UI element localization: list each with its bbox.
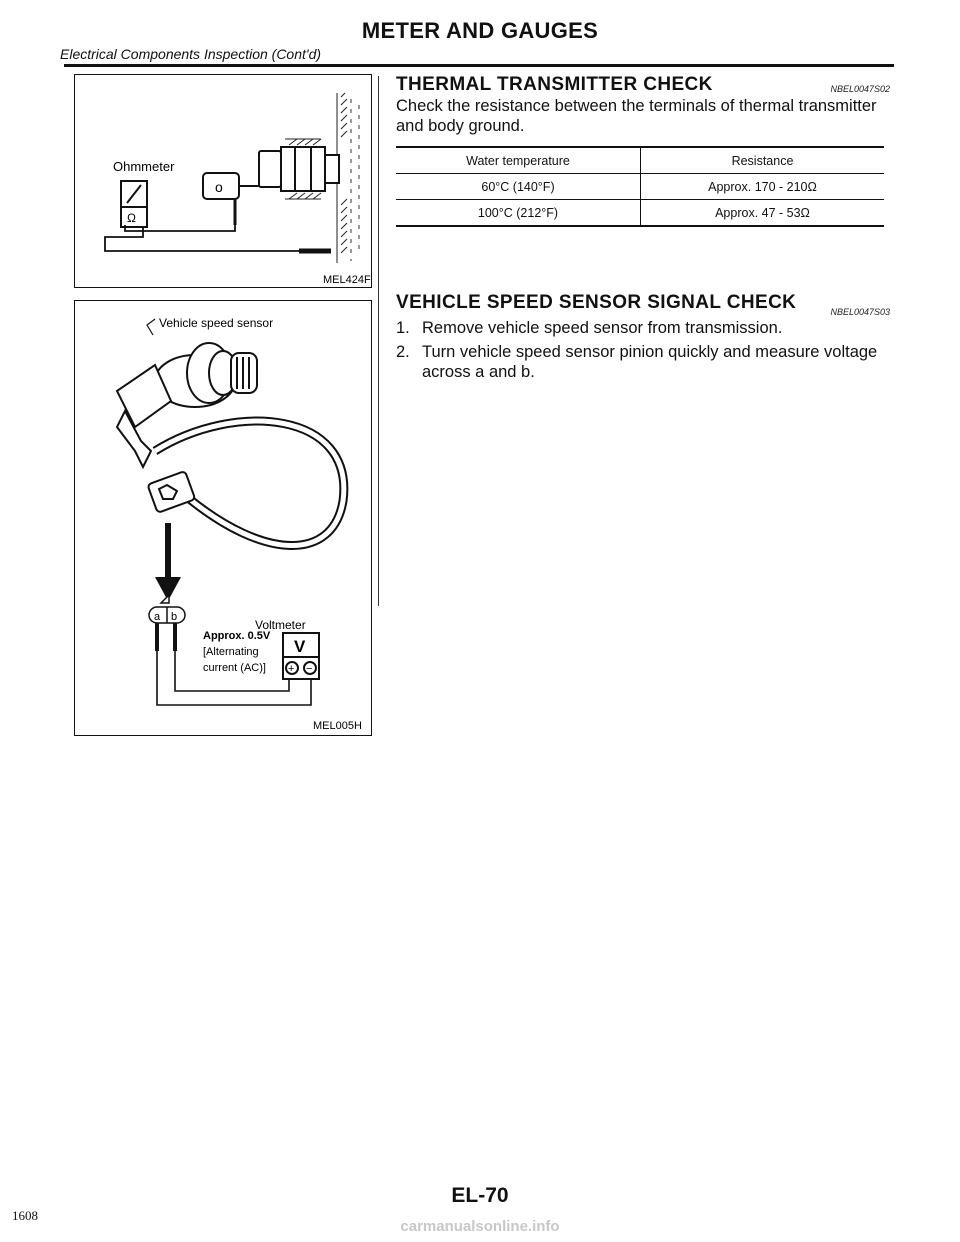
reading-line-1: Approx. 0.5V [203,630,271,642]
thermal-desc-line-2: and body ground. [396,117,525,135]
table-header-row [396,147,884,174]
resistance-table [396,146,884,227]
header-rule [64,64,894,67]
thermal-desc-line-1: Check the resistance between the terminals of thermal transmitter [396,97,877,115]
column-divider [378,76,379,606]
harness-connector [147,471,195,513]
reading-line-2: [Alternating [203,646,259,658]
page-title: METER AND GAUGES [361,18,599,43]
ohmmeter-leads [105,225,315,251]
col-water-temperature: Water temperature [396,147,641,174]
row2-temperature: 100°C (212°F) [396,200,641,227]
voltmeter-symbol: V [294,637,306,656]
speed-sensor-diagram [75,301,371,735]
vehicle-speed-sensor [117,343,257,467]
terminal-b-label: b [171,611,178,623]
thermal-transmitter [259,147,339,191]
arrow-down-icon [155,523,181,601]
dash-marks [351,99,359,261]
test-probes [157,623,175,651]
figure1-code: MEL424F [323,274,371,286]
list-item [396,342,892,382]
thermal-ref-code: NBEL0047S02 [830,84,890,94]
step-1-number: 1. [396,319,410,337]
page-number: EL-70 [451,1184,509,1207]
sensor-leader [147,319,155,335]
thermal-transmitter-diagram [75,75,371,287]
watermark: carmanualsonline.info [400,1218,560,1235]
ohm-symbol: Ω [127,211,136,225]
terminal-a-label: a [154,611,161,623]
table-row [396,174,884,200]
terminal-label: o [215,179,223,195]
speed-sensor-section [396,292,892,386]
ohmmeter-label: Ohmmeter [113,159,175,174]
figure2-code: MEL005H [313,720,362,732]
thermal-heading: THERMAL TRANSMITTER CHECK [396,74,713,95]
step-1-text: Remove vehicle speed sensor from transmission. [422,319,783,337]
speed-ref-code: NBEL0047S03 [830,307,890,317]
section-subtitle: Electrical Components Inspection (Cont'd) [60,46,322,62]
figure-thermal-transmitter [74,74,372,288]
list-item [396,318,892,338]
step-2-text: Turn vehicle speed sensor pinion quickly and measure voltage across a and b. [422,343,878,381]
voltmeter-label: Voltmeter [255,618,306,632]
thermal-description [396,96,892,136]
minus-terminal: − [306,663,313,675]
col-resistance: Resistance [731,153,794,168]
sensor-label: Vehicle speed sensor [159,316,274,330]
row1-temperature: 60°C (140°F) [396,174,641,200]
row2-resistance: Approx. 47 - 53Ω [715,205,810,220]
plus-terminal: + [288,663,295,675]
row1-resistance: Approx. 170 - 210Ω [708,179,817,194]
thermal-section [396,74,892,227]
figure-vehicle-speed-sensor [74,300,372,736]
connector-plug [203,173,259,199]
sheet-number: 1608 [12,1208,38,1223]
speed-steps [396,318,892,382]
step-2-number: 2. [396,343,410,361]
reading-line-3: current (AC)] [203,662,266,674]
table-row [396,200,884,227]
speed-heading: VEHICLE SPEED SENSOR SIGNAL CHECK [396,292,797,313]
